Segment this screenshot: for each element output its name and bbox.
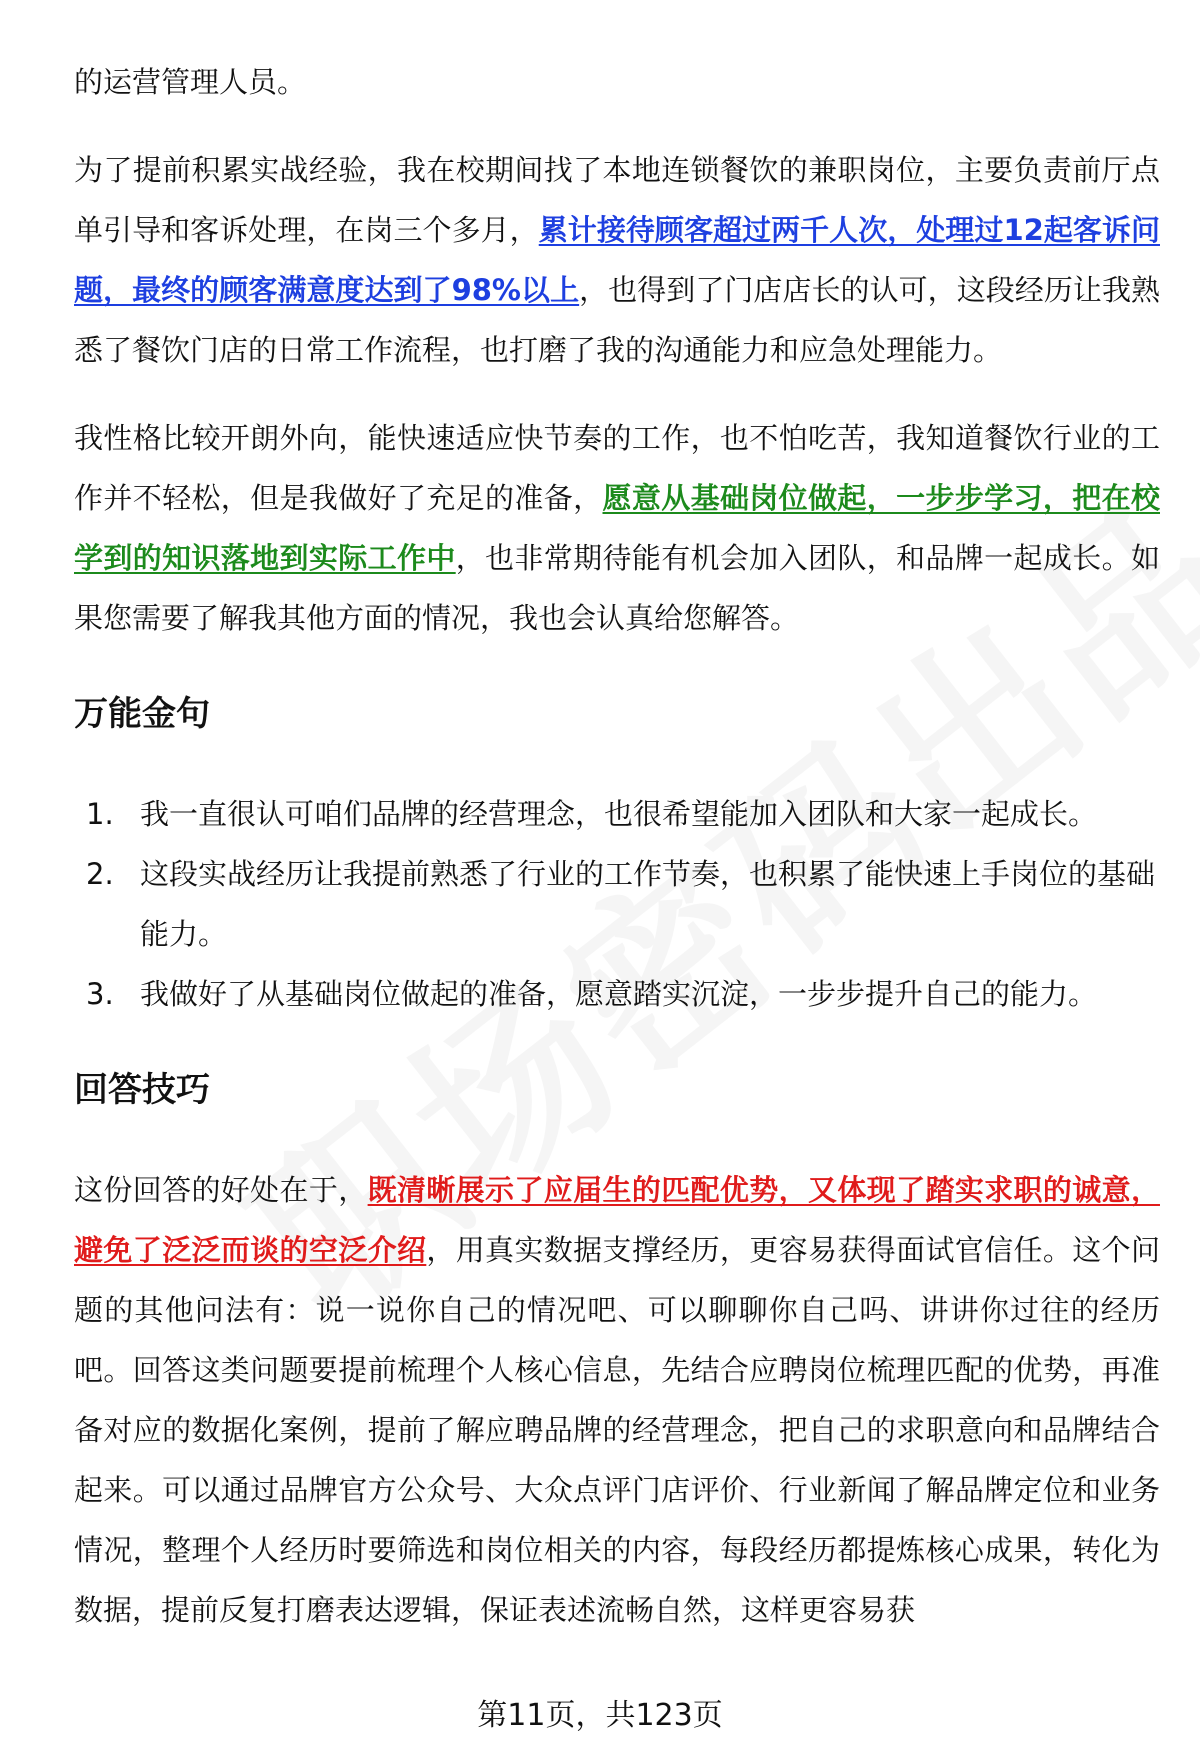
golden-sentences-list — [74, 784, 1160, 1024]
page-content — [74, 52, 1160, 1640]
paragraph-text: ，也非常期待能有机会加入团队，和品牌一起成长。如果您需要了解我其他方面的情况，我也会认真给您解答。 — [74, 541, 1160, 635]
highlight-blue: 累计接待顾客超过两千人次，处理过12起客诉问题，最终的顾客满意度达到了98%以上 — [74, 213, 1160, 307]
section-title-golden-sentences: 万能金句 — [74, 694, 210, 734]
paragraph-text: 为了提前积累实战经验，我在校期间找了本地连锁餐饮的兼职岗位，主要负责前厅点单引导和客诉处理，在岗三个多月， — [74, 153, 1160, 247]
paragraph-text: ，也得到了门店店长的认可，这段经历让我熟悉了餐饮门店的日常工作流程，也打磨了我的沟通能力和应急处理能力。 — [74, 273, 1160, 367]
highlight-green: 愿意从基础岗位做起，一步步学习，把在校学到的知识落地到实际工作中 — [74, 481, 1160, 575]
paragraph-answer-tips — [74, 1160, 1160, 1640]
list-item — [74, 784, 1160, 844]
list-item-number: 3. — [86, 977, 114, 1011]
paragraph-intro-end: 的运营管理人员。 — [74, 65, 307, 99]
list-item-text: 我一直很认可咱们品牌的经营理念，也很希望能加入团队和大家一起成长。 — [140, 797, 1098, 831]
page-footer: 第11页，共123页 — [477, 1698, 723, 1733]
list-item-number: 2. — [86, 857, 114, 891]
section-title-answer-tips: 回答技巧 — [74, 1070, 210, 1110]
list-item-number: 1. — [86, 797, 114, 831]
list-item — [74, 844, 1160, 964]
list-item — [74, 964, 1160, 1024]
list-item-text: 这段实战经历让我提前熟悉了行业的工作节奏，也积累了能快速上手岗位的基础能力。 — [140, 857, 1156, 951]
paragraph-text: 这份回答的好处在于， — [74, 1173, 368, 1207]
paragraph-text: ，用真实数据支撑经历，更容易获得面试官信任。这个问题的其他问法有：说一说你自己的情况吧、可以聊聊你自己吗、讲讲你过往的经历吧。回答这类问题要提前梳理个人核心信息，先结合应聘岗位梳理匹配的优势，再准备对应的数据化案例，提前了解应聘品牌的经营理念，把自己的求职意向和品牌结合起来。可以通过品牌官方公众号、大众点评门店评价、行业新闻了解品牌定位和业务情况，整理个人经历时要筛选和岗位相关的内容，每段经历都提炼核心成果，转化为数据，提前反复打磨表达逻辑，保证表述流畅自然，这样更容易获 — [74, 1233, 1160, 1627]
highlight-red: 既清晰展示了应届生的匹配优势，又体现了踏实求职的诚意，避免了泛泛而谈的空泛介绍 — [74, 1173, 1160, 1267]
paragraph-text: 我性格比较开朗外向，能快速适应快节奏的工作，也不怕吃苦，我知道餐饮行业的工作并不轻松，但是我做好了充足的准备， — [74, 421, 1160, 515]
paragraph-experience — [74, 140, 1160, 380]
list-item-text: 我做好了从基础岗位做起的准备，愿意踏实沉淀，一步步提升自己的能力。 — [140, 977, 1098, 1011]
paragraph-personality — [74, 408, 1160, 648]
